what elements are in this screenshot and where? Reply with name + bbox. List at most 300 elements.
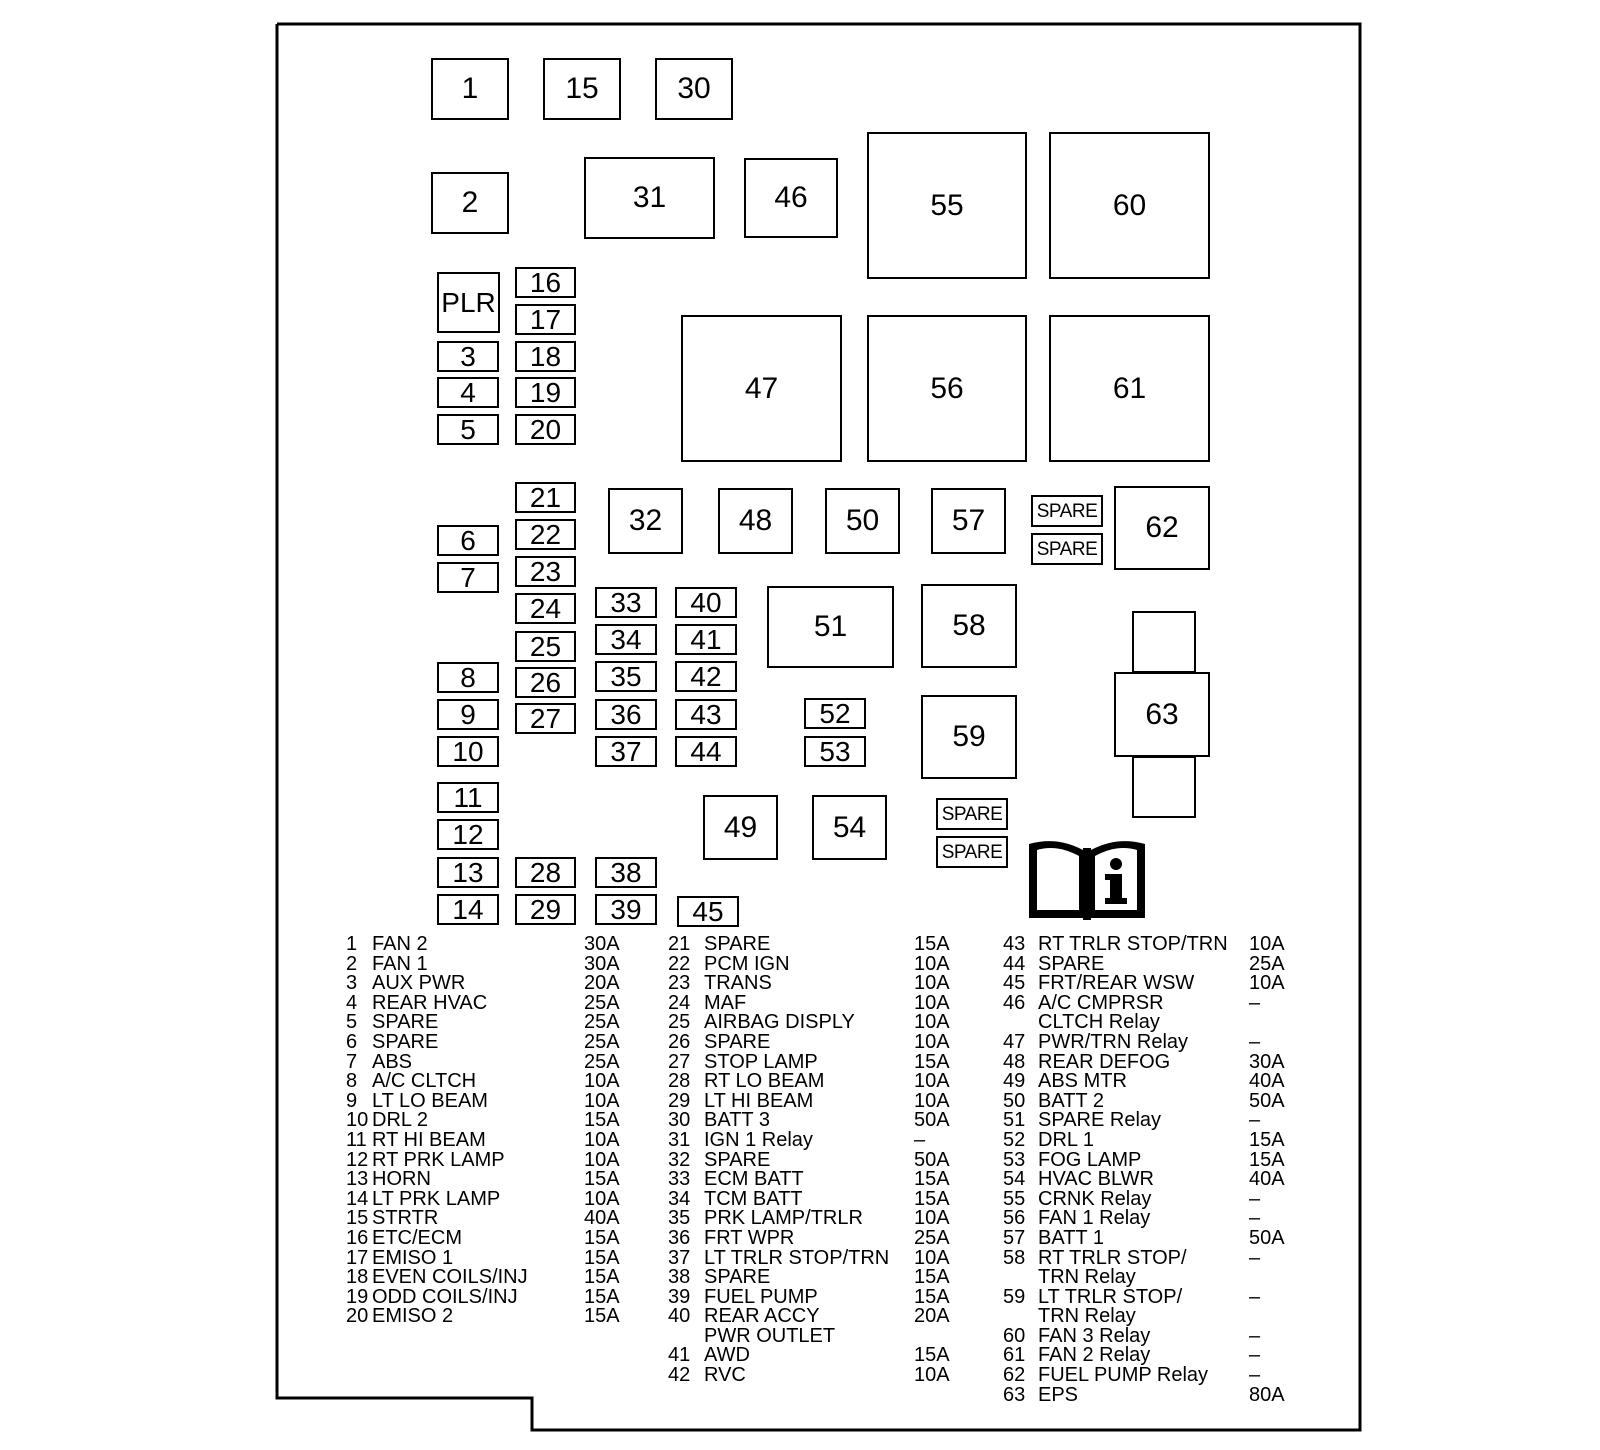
fuse-54: 54 bbox=[812, 795, 887, 860]
legend-circuit-name: RVC bbox=[704, 1364, 746, 1387]
fuse-10: 10 bbox=[437, 736, 499, 767]
fuse-41: 41 bbox=[675, 624, 737, 655]
fuse-8: 8 bbox=[437, 662, 499, 693]
fuse-12: 12 bbox=[437, 819, 499, 850]
legend-fuse-number: 60 bbox=[1003, 1324, 1026, 1347]
legend-amperage: 15A bbox=[1249, 1148, 1285, 1171]
legend-fuse-number: 34 bbox=[668, 1187, 691, 1210]
legend-row bbox=[346, 1030, 636, 1053]
fuse-36: 36 bbox=[595, 699, 657, 730]
fuse-25: 25 bbox=[515, 631, 576, 662]
legend-circuit-name: PRK LAMP/TRLR bbox=[704, 1207, 863, 1230]
legend-circuit-name: EMISO 1 bbox=[372, 1246, 454, 1269]
legend-fuse-number: 12 bbox=[346, 1148, 369, 1171]
legend-row bbox=[1003, 1383, 1293, 1406]
fuse-19: 19 bbox=[515, 377, 576, 408]
fuse-9: 9 bbox=[437, 699, 499, 730]
legend-fuse-number: 62 bbox=[1003, 1364, 1026, 1387]
fuse-57: 57 bbox=[931, 488, 1006, 554]
fuse-26: 26 bbox=[515, 667, 576, 698]
legend-row bbox=[346, 974, 636, 994]
legend-circuit-name: TRN Relay bbox=[1038, 1266, 1136, 1289]
legend-fuse-number: 32 bbox=[668, 1148, 691, 1171]
fuse-29: 29 bbox=[515, 894, 576, 925]
legend-circuit-name: ABS bbox=[372, 1050, 413, 1073]
legend-circuit-name: LT LO BEAM bbox=[372, 1089, 488, 1112]
legend-fuse-number: 36 bbox=[668, 1226, 691, 1249]
legend-amperage: 15A bbox=[584, 1266, 620, 1289]
fuse-45: 45 bbox=[677, 896, 739, 927]
relay-62: 62 bbox=[1114, 486, 1210, 570]
legend-row bbox=[668, 935, 968, 955]
legend-circuit-name: TRN Relay bbox=[1038, 1305, 1136, 1328]
relay-56: 56 bbox=[867, 315, 1027, 462]
legend-amperage: 15A bbox=[914, 1344, 950, 1367]
legend-circuit-name: BATT 2 bbox=[1038, 1089, 1104, 1112]
legend-circuit-name: CLTCH Relay bbox=[1038, 1011, 1160, 1034]
legend-fuse-number: 25 bbox=[668, 1011, 691, 1034]
legend-row bbox=[1003, 1111, 1293, 1131]
legend-fuse-number: 14 bbox=[346, 1187, 369, 1210]
legend-fuse-number: 42 bbox=[668, 1364, 691, 1387]
legend-fuse-number: 45 bbox=[1003, 972, 1026, 995]
legend-amperage: 10A bbox=[584, 1148, 620, 1171]
legend-circuit-name: EMISO 2 bbox=[372, 1305, 454, 1328]
fuse-38: 38 bbox=[595, 857, 657, 888]
legend-circuit-name: IGN 1 Relay bbox=[704, 1128, 813, 1151]
fuse-42: 42 bbox=[675, 661, 737, 692]
legend-fuse-number: 1 bbox=[346, 933, 358, 955]
legend-amperage: 15A bbox=[914, 1187, 950, 1210]
legend-fuse-number: 43 bbox=[1003, 933, 1026, 955]
fuse-35: 35 bbox=[595, 661, 657, 692]
legend-circuit-name: AIRBAG DISPLY bbox=[704, 1011, 855, 1034]
legend-circuit-name: EVEN COILS/INJ bbox=[372, 1266, 528, 1289]
fuse-15: 15 bbox=[543, 58, 621, 120]
legend-amperage: 10A bbox=[914, 1207, 950, 1230]
legend-amperage: 15A bbox=[1249, 1128, 1285, 1151]
fuse-23: 23 bbox=[515, 556, 576, 587]
legend-fuse-number: 55 bbox=[1003, 1187, 1026, 1210]
fuse-27: 27 bbox=[515, 703, 576, 734]
legend-fuse-number: 9 bbox=[346, 1089, 358, 1112]
legend-circuit-name: PCM IGN bbox=[704, 952, 790, 975]
legend-circuit-name: RT TRLR STOP/TRN bbox=[1038, 933, 1228, 955]
legend-circuit-name: RT TRLR STOP/ bbox=[1038, 1246, 1187, 1269]
legend-amperage: 25A bbox=[914, 1226, 950, 1249]
legend-circuit-name: LT TRLR STOP/ bbox=[1038, 1285, 1183, 1308]
legend-circuit-name: FUEL PUMP bbox=[704, 1285, 818, 1308]
legend-fuse-number: 39 bbox=[668, 1285, 691, 1308]
legend-amperage: 10A bbox=[914, 1070, 950, 1093]
legend-amperage: 15A bbox=[584, 1168, 620, 1191]
legend-row bbox=[1003, 1268, 1293, 1288]
fuse-16: 16 bbox=[515, 267, 576, 298]
legend-amperage: 10A bbox=[914, 991, 950, 1014]
legend-fuse-number: 6 bbox=[346, 1030, 358, 1053]
legend-circuit-name: FRT/REAR WSW bbox=[1038, 972, 1195, 995]
relay-61: 61 bbox=[1049, 315, 1210, 462]
legend-amperage: 10A bbox=[914, 1011, 950, 1034]
legend-amperage: 15A bbox=[584, 1246, 620, 1269]
legend-circuit-name: RT HI BEAM bbox=[372, 1128, 486, 1151]
legend-fuse-number: 57 bbox=[1003, 1226, 1026, 1249]
legend-fuse-number: 63 bbox=[1003, 1383, 1026, 1406]
legend-fuse-number: 61 bbox=[1003, 1344, 1026, 1367]
legend-row bbox=[346, 1170, 636, 1190]
plr-fuse: PLR bbox=[437, 272, 500, 333]
fuse-4: 4 bbox=[437, 377, 499, 408]
legend-circuit-name: SPARE bbox=[1038, 952, 1105, 975]
legend-fuse-number: 8 bbox=[346, 1070, 358, 1093]
legend-row bbox=[668, 1268, 968, 1288]
legend-amperage: 50A bbox=[914, 1109, 950, 1132]
legend-amperage: – bbox=[1249, 991, 1261, 1014]
legend-fuse-number: 56 bbox=[1003, 1207, 1026, 1230]
legend-circuit-name: EPS bbox=[1038, 1383, 1079, 1406]
legend-row bbox=[668, 1307, 968, 1327]
legend-row bbox=[1003, 1307, 1293, 1327]
legend-circuit-name: HORN bbox=[372, 1168, 431, 1191]
legend-row bbox=[346, 1128, 636, 1151]
legend-amperage: 15A bbox=[584, 1305, 620, 1328]
legend-circuit-name: FAN 2 bbox=[372, 933, 428, 955]
legend-fuse-number: 24 bbox=[668, 991, 691, 1014]
fuse-44: 44 bbox=[675, 736, 737, 767]
legend-circuit-name: ABS MTR bbox=[1038, 1070, 1127, 1093]
legend-amperage: – bbox=[1249, 1109, 1261, 1132]
legend-amperage: 10A bbox=[914, 952, 950, 975]
legend-row bbox=[346, 1226, 636, 1249]
legend-amperage: 10A bbox=[1249, 972, 1285, 995]
legend-row bbox=[1003, 1072, 1293, 1092]
legend-amperage: 30A bbox=[584, 952, 620, 975]
legend-amperage: – bbox=[914, 1128, 926, 1151]
legend-circuit-name: DRL 1 bbox=[1038, 1128, 1094, 1151]
legend-circuit-name: SPARE bbox=[704, 1148, 771, 1171]
legend-fuse-number: 17 bbox=[346, 1246, 369, 1269]
legend-circuit-name: SPARE bbox=[704, 1030, 771, 1053]
legend-fuse-number: 3 bbox=[346, 972, 358, 995]
spare-fuse: SPARE bbox=[936, 836, 1008, 868]
legend-amperage: – bbox=[1249, 1207, 1261, 1230]
fuse-50: 50 bbox=[825, 488, 900, 554]
legend-row bbox=[346, 935, 636, 955]
fuse-20: 20 bbox=[515, 414, 576, 445]
legend-fuse-number: 48 bbox=[1003, 1050, 1026, 1073]
legend-amperage: 15A bbox=[584, 1226, 620, 1249]
legend-circuit-name: REAR ACCY bbox=[704, 1305, 820, 1328]
legend-circuit-name: FAN 1 Relay bbox=[1038, 1207, 1151, 1230]
legend-fuse-number: 44 bbox=[1003, 952, 1026, 975]
legend-fuse-number: 19 bbox=[346, 1285, 369, 1308]
fuse-3: 3 bbox=[437, 341, 499, 372]
legend-fuse-number: 26 bbox=[668, 1030, 691, 1053]
fuse-7: 7 bbox=[437, 562, 499, 593]
fuse-33: 33 bbox=[595, 587, 657, 618]
fuse-2: 2 bbox=[431, 172, 509, 234]
legend-amperage: 10A bbox=[914, 1246, 950, 1269]
legend-amperage: 15A bbox=[914, 933, 950, 955]
legend-amperage: 25A bbox=[584, 1030, 620, 1053]
legend-circuit-name: A/C CMPRSR bbox=[1038, 991, 1164, 1014]
legend-circuit-name: REAR DEFOG bbox=[1038, 1050, 1171, 1073]
fuse-18: 18 bbox=[515, 341, 576, 372]
legend-row bbox=[668, 1170, 968, 1190]
legend-row bbox=[1003, 1209, 1293, 1229]
legend-fuse-number: 41 bbox=[668, 1344, 691, 1367]
legend-fuse-number: 58 bbox=[1003, 1246, 1026, 1269]
relay-51: 51 bbox=[767, 586, 894, 668]
legend-fuse-number: 27 bbox=[668, 1050, 691, 1073]
legend-row bbox=[346, 1111, 636, 1131]
fuse-1: 1 bbox=[431, 58, 509, 120]
legend-circuit-name: BATT 1 bbox=[1038, 1226, 1104, 1249]
legend-amperage: 15A bbox=[914, 1266, 950, 1289]
legend-circuit-name: AUX PWR bbox=[372, 972, 466, 995]
legend-fuse-number: 29 bbox=[668, 1089, 691, 1112]
legend-amperage: 10A bbox=[914, 1030, 950, 1053]
legend-row bbox=[346, 1209, 636, 1229]
legend-amperage: – bbox=[1249, 1187, 1261, 1210]
fuse-63-top-lead bbox=[1132, 611, 1196, 673]
fuse-32: 32 bbox=[608, 488, 683, 554]
legend-amperage: 20A bbox=[584, 972, 620, 995]
legend-row bbox=[1003, 1170, 1293, 1190]
legend-amperage: 20A bbox=[914, 1305, 950, 1328]
legend-row bbox=[346, 1268, 636, 1288]
spare-fuse: SPARE bbox=[1031, 495, 1103, 527]
legend-amperage: 80A bbox=[1249, 1383, 1285, 1406]
legend-circuit-name: FRT WPR bbox=[704, 1226, 795, 1249]
relay-58: 58 bbox=[921, 584, 1017, 668]
legend-fuse-number: 52 bbox=[1003, 1128, 1026, 1151]
legend-fuse-number: 16 bbox=[346, 1226, 369, 1249]
legend-fuse-number: 33 bbox=[668, 1168, 691, 1191]
legend-row bbox=[1003, 1226, 1293, 1249]
legend-amperage: 15A bbox=[914, 1168, 950, 1191]
legend-fuse-number: 49 bbox=[1003, 1070, 1026, 1093]
legend-circuit-name: ODD COILS/INJ bbox=[372, 1285, 518, 1308]
legend-circuit-name: PWR/TRN Relay bbox=[1038, 1030, 1189, 1053]
legend-circuit-name: RT PRK LAMP bbox=[372, 1148, 505, 1171]
fuse-22: 22 bbox=[515, 519, 576, 550]
legend-amperage: 10A bbox=[584, 1089, 620, 1112]
fuse-46: 46 bbox=[744, 158, 838, 238]
legend-row bbox=[346, 1307, 636, 1327]
legend-fuse-number: 50 bbox=[1003, 1089, 1026, 1112]
legend-fuse-number: 23 bbox=[668, 972, 691, 995]
fuse-5: 5 bbox=[437, 414, 499, 445]
fuse-34: 34 bbox=[595, 624, 657, 655]
legend-row bbox=[668, 1111, 968, 1131]
legend-row bbox=[668, 1072, 968, 1092]
legend-amperage: 10A bbox=[584, 1187, 620, 1210]
legend-amperage: 15A bbox=[914, 1050, 950, 1073]
legend-amperage: 25A bbox=[1249, 952, 1285, 975]
legend-fuse-number: 7 bbox=[346, 1050, 358, 1073]
fuse-24: 24 bbox=[515, 593, 576, 624]
legend-fuse-number: 11 bbox=[346, 1128, 367, 1151]
owner-manual-info-icon bbox=[1027, 834, 1147, 924]
legend-circuit-name: REAR HVAC bbox=[372, 991, 488, 1014]
legend-amperage: 10A bbox=[914, 972, 950, 995]
legend-circuit-name: ETC/ECM bbox=[372, 1226, 462, 1249]
legend-fuse-number: 51 bbox=[1003, 1109, 1026, 1132]
legend-row bbox=[1003, 935, 1293, 955]
legend-amperage: 15A bbox=[584, 1285, 620, 1308]
relay-59: 59 bbox=[921, 695, 1017, 779]
legend-circuit-name: AWD bbox=[704, 1344, 750, 1367]
fuse-63: 63 bbox=[1114, 672, 1210, 757]
legend-row bbox=[668, 974, 968, 994]
legend-circuit-name: A/C CLTCH bbox=[372, 1070, 477, 1093]
relay-31: 31 bbox=[584, 157, 715, 239]
legend-circuit-name: MAF bbox=[704, 991, 747, 1014]
fuse-37: 37 bbox=[595, 736, 657, 767]
legend-circuit-name: SPARE Relay bbox=[1038, 1109, 1162, 1132]
legend-fuse-number: 5 bbox=[346, 1011, 358, 1034]
relay-55: 55 bbox=[867, 132, 1027, 279]
legend-circuit-name: PWR OUTLET bbox=[704, 1324, 836, 1347]
legend-fuse-number: 35 bbox=[668, 1207, 691, 1230]
legend-circuit-name: FAN 1 bbox=[372, 952, 428, 975]
legend-circuit-name: SPARE bbox=[372, 1011, 439, 1034]
fuse-13: 13 bbox=[437, 857, 499, 888]
fuse-17: 17 bbox=[515, 304, 576, 335]
legend-row bbox=[1003, 1366, 1293, 1386]
legend-circuit-name: LT PRK LAMP bbox=[372, 1187, 501, 1210]
legend-circuit-name: TRANS bbox=[704, 972, 772, 995]
legend-fuse-number: 47 bbox=[1003, 1030, 1026, 1053]
legend-amperage: – bbox=[1249, 1324, 1261, 1347]
fuse-11: 11 bbox=[437, 782, 499, 813]
legend-amperage: 25A bbox=[584, 1011, 620, 1034]
legend-circuit-name: FAN 3 Relay bbox=[1038, 1324, 1151, 1347]
legend-fuse-number: 28 bbox=[668, 1070, 691, 1093]
legend-fuse-number: 2 bbox=[346, 952, 358, 975]
legend-circuit-name: LT HI BEAM bbox=[704, 1089, 814, 1112]
legend-fuse-number: 38 bbox=[668, 1266, 691, 1289]
spare-fuse: SPARE bbox=[936, 798, 1008, 830]
legend-row bbox=[668, 1030, 968, 1053]
legend-amperage: 40A bbox=[584, 1207, 620, 1230]
legend-amperage: 15A bbox=[914, 1285, 950, 1308]
legend-circuit-name: DRL 2 bbox=[372, 1109, 428, 1132]
legend-fuse-number: 13 bbox=[346, 1168, 369, 1191]
legend-amperage: 50A bbox=[1249, 1089, 1285, 1112]
fuse-43: 43 bbox=[675, 699, 737, 730]
fuse-21: 21 bbox=[515, 482, 576, 513]
legend-circuit-name: CRNK Relay bbox=[1038, 1187, 1152, 1210]
legend-amperage: 40A bbox=[1249, 1168, 1285, 1191]
legend-circuit-name: LT TRLR STOP/TRN bbox=[704, 1246, 890, 1269]
legend-amperage: 50A bbox=[1249, 1226, 1285, 1249]
legend-amperage: – bbox=[1249, 1285, 1261, 1308]
legend-amperage: 25A bbox=[584, 991, 620, 1014]
legend-amperage: – bbox=[1249, 1246, 1261, 1269]
legend-amperage: 10A bbox=[1249, 933, 1285, 955]
legend-amperage: 50A bbox=[914, 1148, 950, 1171]
legend-amperage: 10A bbox=[584, 1128, 620, 1151]
legend-fuse-number: 15 bbox=[346, 1207, 369, 1230]
fuse-40: 40 bbox=[675, 587, 737, 618]
legend-row bbox=[1003, 974, 1293, 994]
legend-row bbox=[668, 1366, 968, 1386]
legend-amperage: 40A bbox=[1249, 1070, 1285, 1093]
spare-fuse: SPARE bbox=[1031, 533, 1103, 565]
legend-circuit-name: BATT 3 bbox=[704, 1109, 770, 1132]
fuse-53: 53 bbox=[804, 736, 866, 767]
legend-amperage: 25A bbox=[584, 1050, 620, 1073]
relay-47: 47 bbox=[681, 315, 842, 462]
legend-circuit-name: STRTR bbox=[372, 1207, 439, 1230]
fuse-49: 49 bbox=[703, 795, 778, 860]
legend-fuse-number: 10 bbox=[346, 1109, 369, 1132]
fuse-legend-column-2 bbox=[668, 935, 968, 1386]
legend-fuse-number: 53 bbox=[1003, 1148, 1026, 1171]
fuse-legend-column-3 bbox=[1003, 935, 1293, 1405]
legend-fuse-number: 22 bbox=[668, 952, 691, 975]
legend-row bbox=[668, 1128, 968, 1151]
legend-fuse-number: 40 bbox=[668, 1305, 691, 1328]
fuse-6: 6 bbox=[437, 525, 499, 556]
legend-fuse-number: 21 bbox=[668, 933, 691, 955]
legend-circuit-name: SPARE bbox=[704, 933, 771, 955]
legend-amperage: 15A bbox=[584, 1109, 620, 1132]
legend-amperage: – bbox=[1249, 1344, 1261, 1367]
legend-fuse-number: 37 bbox=[668, 1246, 691, 1269]
legend-fuse-number: 54 bbox=[1003, 1168, 1026, 1191]
legend-fuse-number: 18 bbox=[346, 1266, 369, 1289]
legend-circuit-name: HVAC BLWR bbox=[1038, 1168, 1154, 1191]
fuse-63-bottom-lead bbox=[1132, 756, 1196, 818]
legend-amperage: 30A bbox=[584, 933, 620, 955]
legend-row bbox=[668, 1226, 968, 1249]
legend-circuit-name: RT LO BEAM bbox=[704, 1070, 825, 1093]
legend-circuit-name: FUEL PUMP Relay bbox=[1038, 1364, 1209, 1387]
legend-fuse-number: 20 bbox=[346, 1305, 369, 1328]
legend-fuse-number: 30 bbox=[668, 1109, 691, 1132]
legend-fuse-number: 31 bbox=[668, 1128, 691, 1151]
fuse-39: 39 bbox=[595, 894, 657, 925]
legend-fuse-number: 59 bbox=[1003, 1285, 1026, 1308]
legend-circuit-name: STOP LAMP bbox=[704, 1050, 818, 1073]
legend-circuit-name: SPARE bbox=[372, 1030, 439, 1053]
legend-amperage: 10A bbox=[914, 1364, 950, 1387]
legend-fuse-number: 46 bbox=[1003, 991, 1026, 1014]
legend-amperage: 10A bbox=[914, 1089, 950, 1112]
fuse-28: 28 bbox=[515, 857, 576, 888]
legend-amperage: 10A bbox=[584, 1070, 620, 1093]
fuse-52: 52 bbox=[804, 698, 866, 729]
legend-amperage: – bbox=[1249, 1364, 1261, 1387]
legend-circuit-name: FOG LAMP bbox=[1038, 1148, 1142, 1171]
legend-amperage: 30A bbox=[1249, 1050, 1285, 1073]
legend-amperage: – bbox=[1249, 1030, 1261, 1053]
fuse-48: 48 bbox=[718, 488, 793, 554]
fuse-14: 14 bbox=[437, 894, 499, 925]
legend-circuit-name: SPARE bbox=[704, 1266, 771, 1289]
legend-row bbox=[346, 1072, 636, 1092]
legend-row bbox=[1003, 1030, 1293, 1053]
legend-row bbox=[1003, 1128, 1293, 1151]
legend-circuit-name: FAN 2 Relay bbox=[1038, 1344, 1151, 1367]
legend-fuse-number: 4 bbox=[346, 991, 358, 1014]
legend-circuit-name: ECM BATT bbox=[704, 1168, 804, 1191]
fuse-30: 30 bbox=[655, 58, 733, 120]
legend-row bbox=[668, 1209, 968, 1229]
